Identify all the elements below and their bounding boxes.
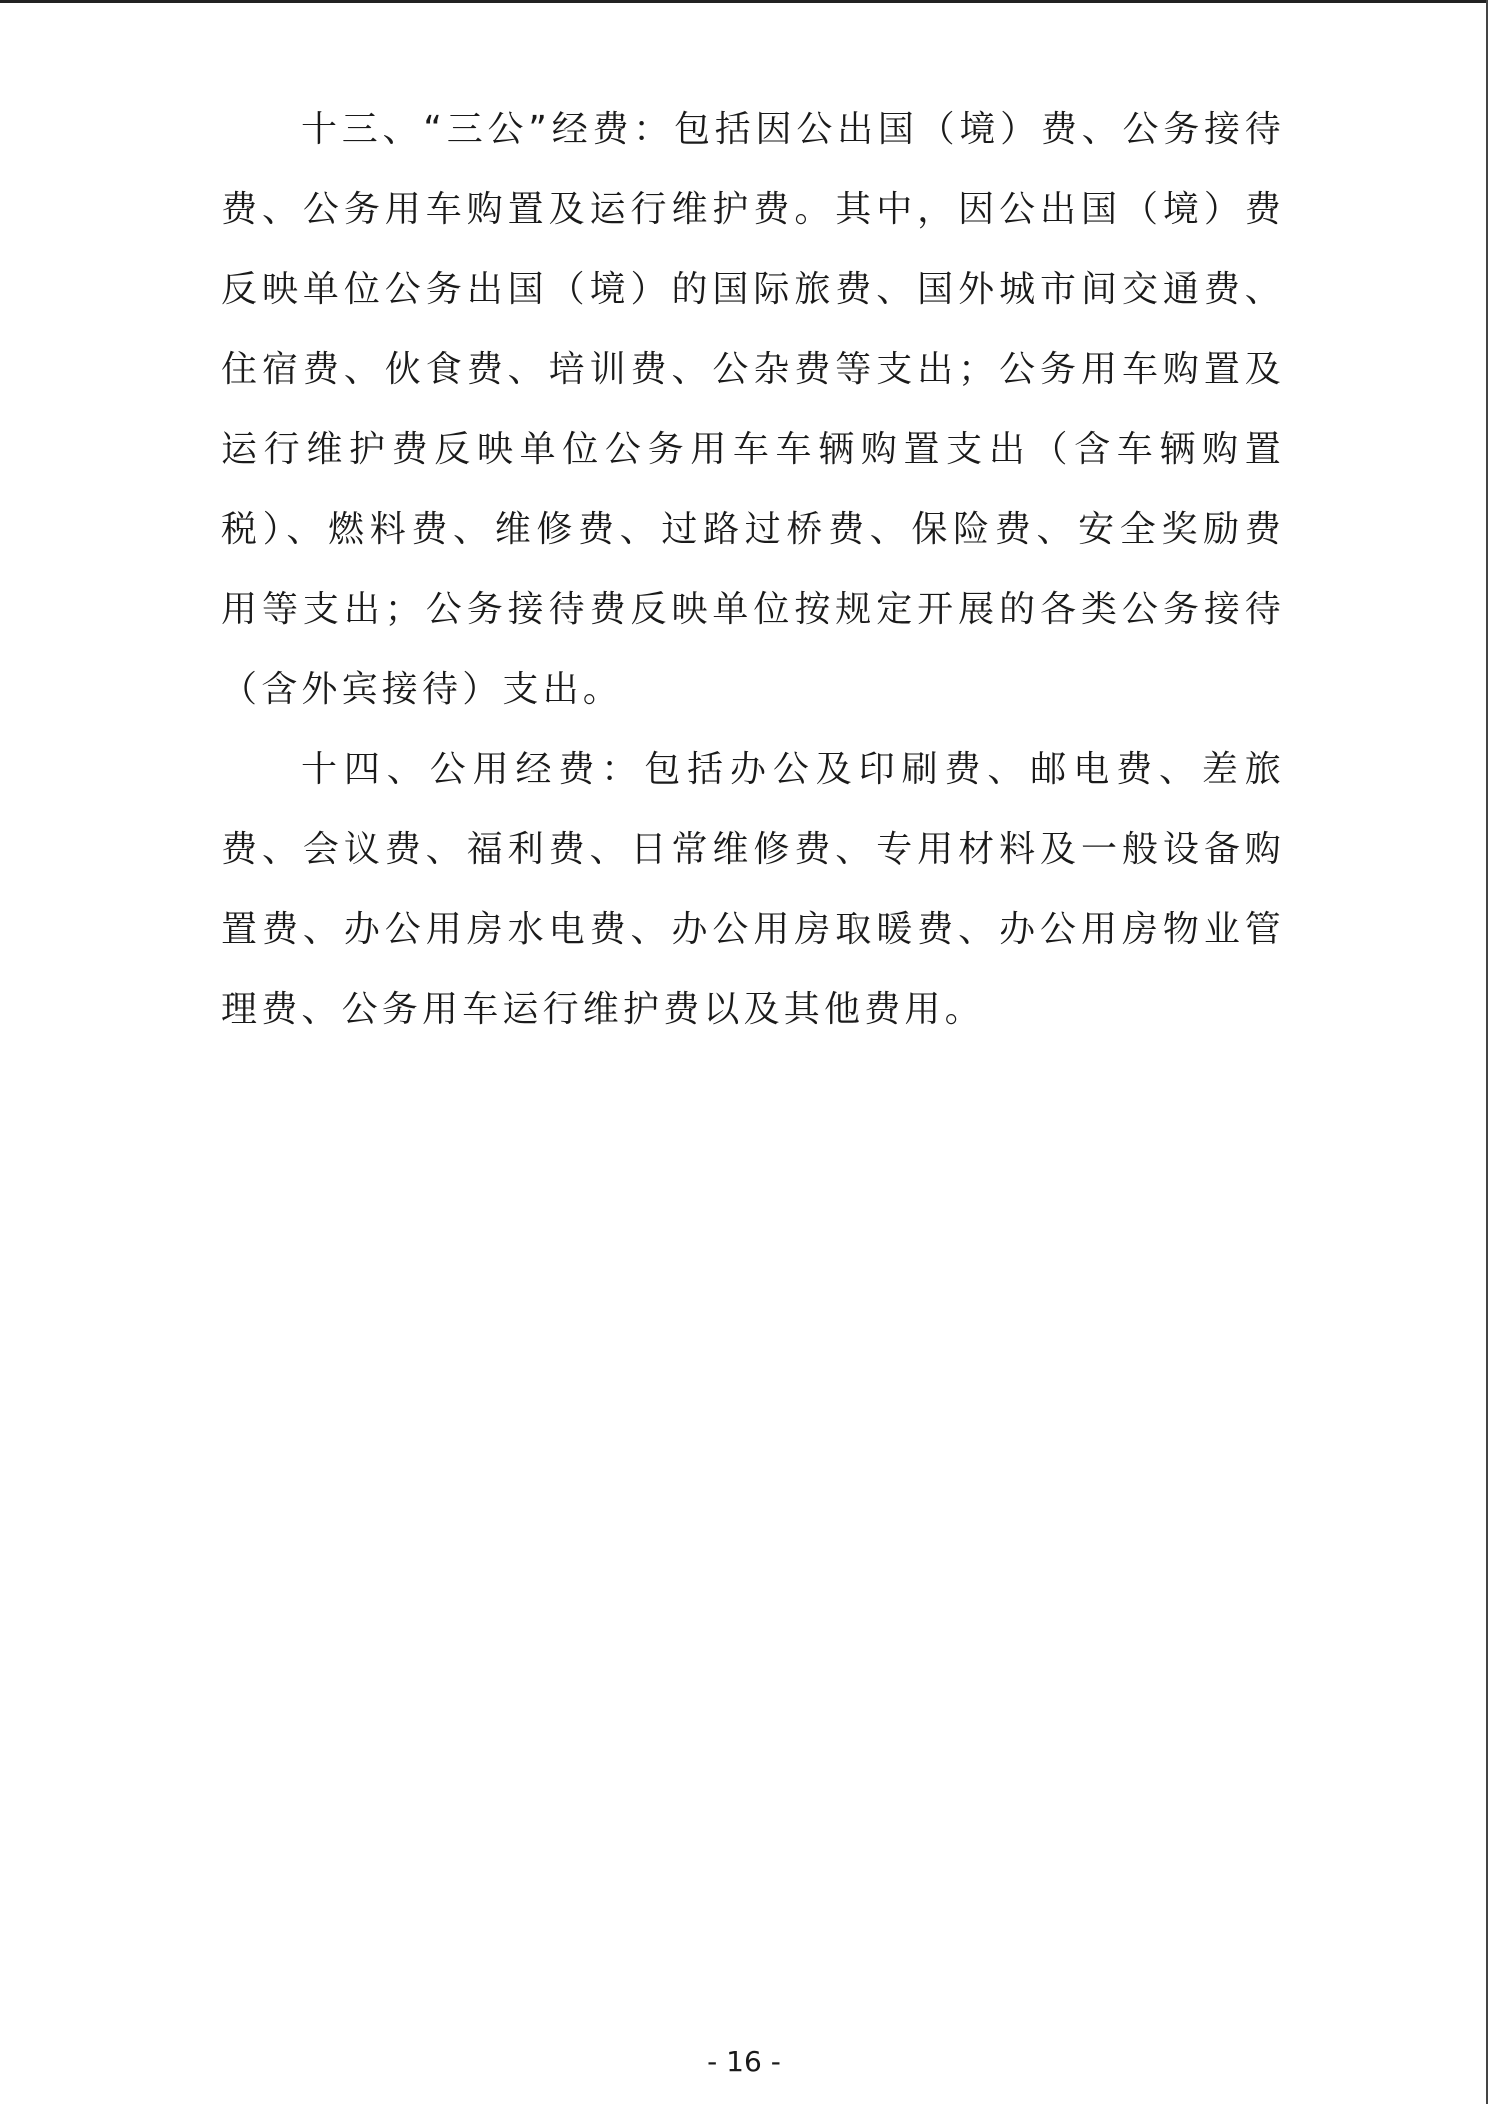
paragraph-public-operating-expenses: 十四、公用经费：包括办公及印刷费、邮电费、差旅费、会议费、福利费、日常维修费、专用材料及一般设备购置费、办公用房水电费、办公用房取暖费、办公用房物业管理费、公务用车运行维护费以及其他费用。 (221, 749, 1285, 1030)
paragraph-three-public-expenses: 十三、“三公”经费：包括因公出国（境）费、公务接待费、公务用车购置及运行维护费。其中，因公出国（境）费反映单位公务出国（境）的国际旅费、国外城市间交通费、住宿费、伙食费、培训费、公杂费等支出；公务用车购置及运行维护费反映单位公务用车车辆购置支出（含车辆购置税）、燃料费、维修费、过路过桥费、保险费、安全奖励费用等支出；公务接待费反映单位按规定开展的各类公务接待（含外宾接待）支出。 (221, 109, 1285, 710)
body-text (221, 90, 1285, 1050)
top-border-line (0, 0, 1488, 3)
page-number: - 16 - (707, 2045, 781, 2078)
